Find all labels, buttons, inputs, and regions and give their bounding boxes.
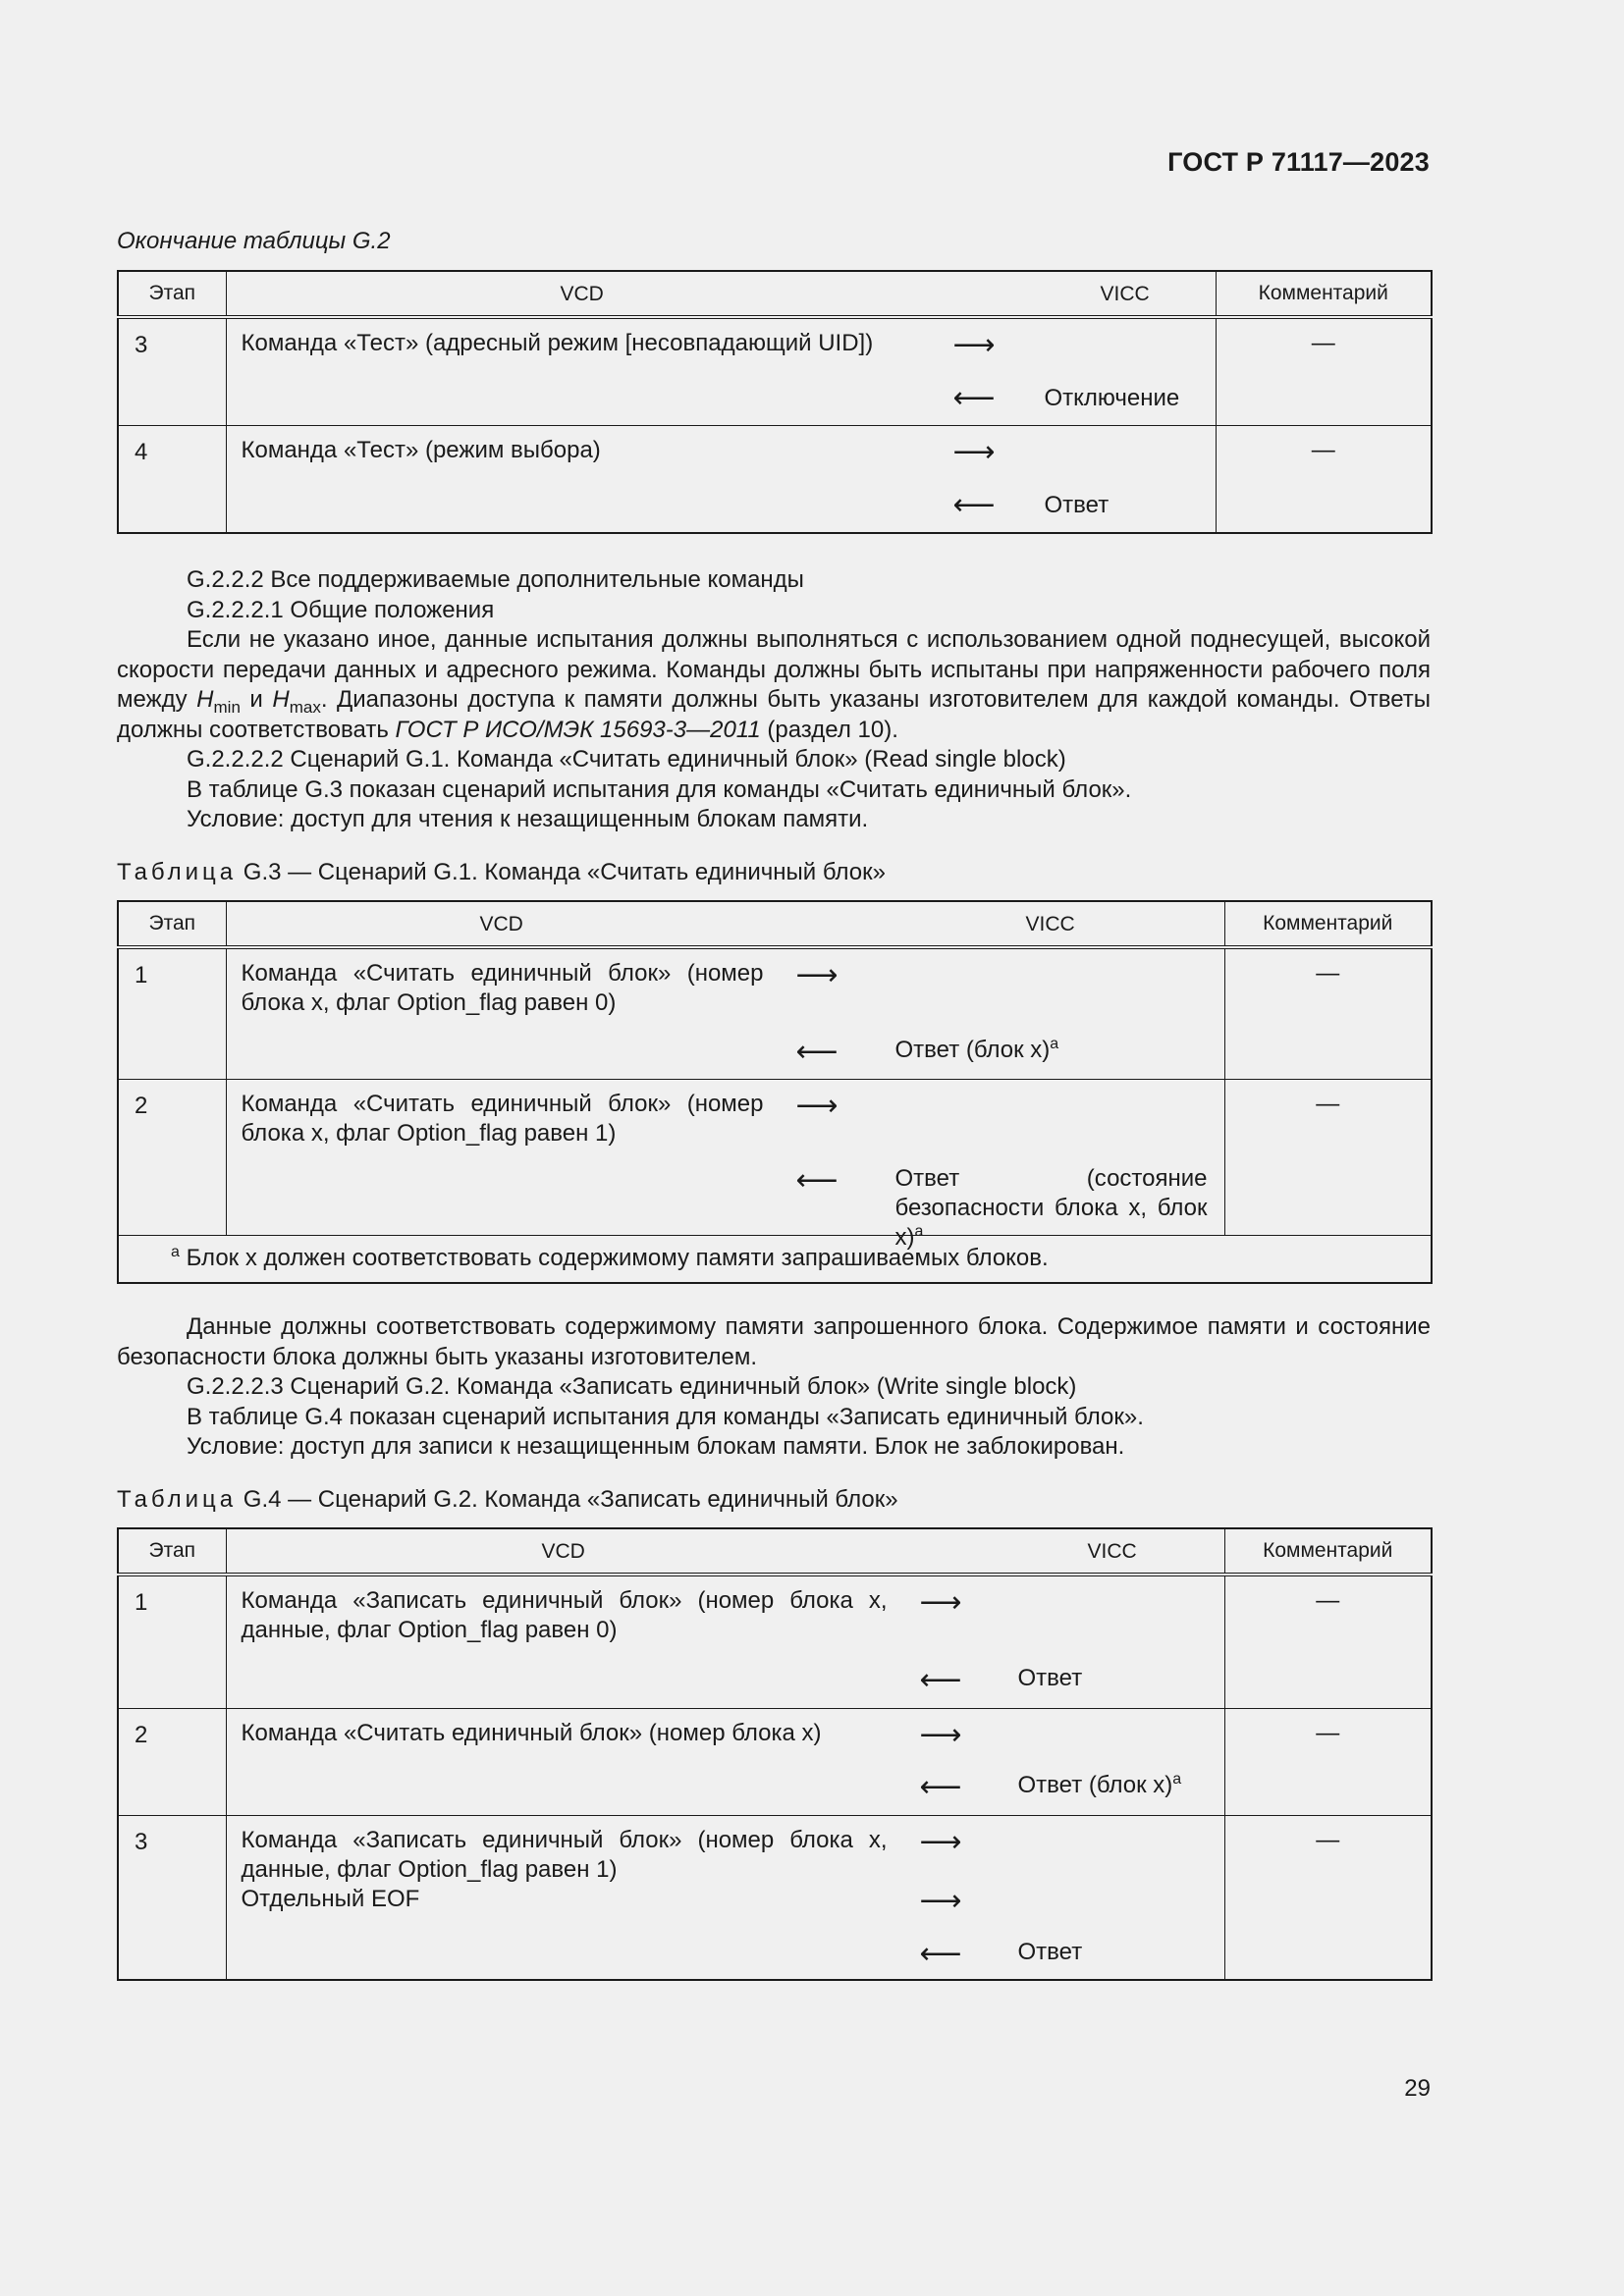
table-footnote-row — [118, 1235, 1432, 1283]
vcd-command: Команда «Считать единичный блок» (номер блока x, флаг Option_flag равен 1) — [241, 1090, 764, 1147]
header-vicc: VICC — [1100, 283, 1150, 305]
table-row — [118, 1575, 1432, 1708]
table-row — [118, 1079, 1432, 1235]
arrow-left-icon: ⟵ — [919, 1936, 962, 1971]
vcd-command: Команда «Считать единичный блок» (номер блока x, флаг Option_flag равен 0) — [241, 960, 764, 1016]
arrow-left-icon: ⟵ — [919, 1663, 962, 1697]
header-vcd: VCD — [541, 1540, 585, 1563]
header-vcd-vicc — [226, 1528, 1224, 1575]
paragraph: Условие: доступ для записи к незащищенным блокам памяти. Блок не заблокирован. — [187, 1433, 1125, 1460]
stage-cell: 2 — [118, 1079, 226, 1235]
arrow-right-icon: ⟶ — [795, 958, 839, 992]
arrow-right-icon: ⟶ — [952, 328, 996, 362]
table-g4-caption: Таблица G.4 — Сценарий G.2. Команда «Записать единичный блок» — [117, 1486, 898, 1513]
vcd-command: Команда «Записать единичный блок» (номер блока x, данные, флаг Option_flag равен 1) — [241, 1826, 888, 1883]
vicc-response: Ответ (блок x)$^a$ — [894, 1036, 1059, 1063]
stage-cell: 1 — [118, 947, 226, 1079]
document-code: ГОСТ Р 71117—2023 — [1167, 147, 1430, 177]
table-row — [118, 425, 1432, 533]
header-comment: Комментарий — [1224, 901, 1432, 947]
comment-cell: — — [1216, 425, 1432, 533]
comment-cell: — — [1224, 1575, 1432, 1708]
vcd-command: Команда «Записать единичный блок» (номер блока x, данные, флаг Option_flag равен 0) — [241, 1587, 888, 1643]
vicc-response: Ответ (состояние безопасности блока x, блок x)$^a$ — [894, 1164, 1208, 1251]
paragraph: В таблице G.4 показан сценарий испытания для команды «Записать единичный блок». — [187, 1403, 1144, 1430]
exchange-cell — [226, 425, 1216, 533]
paragraph: G.2.2.2 Все поддерживаемые дополнительные команды — [187, 566, 804, 593]
vcd-command: Команда «Считать единичный блок» (номер блока x) — [241, 1719, 822, 1746]
section-text-1 — [117, 565, 1431, 835]
vicc-response: Ответ — [1044, 491, 1110, 518]
paragraph: Условие: доступ для чтения к незащищенным блокам памяти. — [187, 806, 869, 832]
paragraph: G.2.2.2.2 Сценарий G.1. Команда «Считать единичный блок» (Read single block) — [187, 746, 1066, 773]
header-stage: Этап — [118, 1528, 226, 1575]
exchange-cell — [226, 1575, 1224, 1708]
arrow-left-icon: ⟵ — [919, 1769, 962, 1804]
header-vicc: VICC — [1025, 913, 1075, 935]
exchange-cell — [226, 1079, 1224, 1251]
vicc-response: Отключение — [1044, 385, 1180, 411]
vcd-command: Команда «Тест» (адресный режим [несовпадающий UID]) — [241, 330, 874, 356]
comment-cell: — — [1224, 1079, 1432, 1235]
exchange-cell — [226, 1708, 1224, 1815]
table-g2 — [117, 270, 1433, 534]
header-comment: Комментарий — [1224, 1528, 1432, 1575]
arrow-left-icon: ⟵ — [795, 1035, 839, 1069]
vicc-response: Ответ — [1017, 1665, 1083, 1691]
table-g2-caption: Окончание таблицы G.2 — [117, 228, 391, 254]
header-vcd: VCD — [479, 913, 523, 935]
stage-cell: 3 — [118, 1815, 226, 1980]
page-number: 29 — [1404, 2075, 1431, 2102]
stage-cell: 4 — [118, 425, 226, 533]
arrow-right-icon: ⟶ — [952, 434, 996, 469]
section-text-2 — [117, 1312, 1431, 1463]
vcd-command-eof: Отдельный EOF — [241, 1885, 420, 1912]
header-vicc: VICC — [1087, 1540, 1137, 1563]
comment-cell: — — [1224, 1708, 1432, 1815]
header-vcd-vicc — [226, 271, 1216, 317]
table-g4 — [117, 1527, 1433, 1981]
table-g3 — [117, 900, 1433, 1284]
table-footnote: $^a$ Блок x должен соответствовать содержимому памяти запрашиваемых блоков. — [118, 1235, 1432, 1283]
table-row — [118, 317, 1432, 425]
stage-cell: 1 — [118, 1575, 226, 1708]
header-comment: Комментарий — [1216, 271, 1432, 317]
arrow-right-icon: ⟶ — [919, 1717, 962, 1752]
table-g3-caption: Таблица G.3 — Сценарий G.1. Команда «Считать единичный блок» — [117, 859, 886, 885]
header-vcd: VCD — [560, 283, 604, 305]
vicc-response: Ответ (блок x)$^a$ — [1017, 1770, 1182, 1798]
paragraph: G.2.2.2.1 Общие положения — [187, 596, 495, 623]
arrow-right-icon: ⟶ — [795, 1088, 839, 1123]
vcd-command: Команда «Тест» (режим выбора) — [241, 436, 601, 463]
arrow-left-icon: ⟵ — [952, 487, 996, 522]
paragraph: Если не указано иное, данные испытания должны выполняться с использованием одной поднесущей, высокой скорости передачи данных и адресного режима. Команды должны быть испытаны при напряженности рабочего поля между $H_{min}$ и $H_{max}$. Диапазоны доступа к памяти должны быть указаны изготовителем для каждой команды. Ответы должны соответствовать ГОСТ Р ИСО/МЭК 15693-3—2011 (раздел 10). — [117, 626, 1431, 743]
paragraph: G.2.2.2.3 Сценарий G.2. Команда «Записать единичный блок» (Write single block) — [187, 1373, 1077, 1400]
header-stage: Этап — [118, 271, 226, 317]
exchange-cell — [226, 317, 1216, 425]
arrow-left-icon: ⟵ — [795, 1162, 839, 1198]
table-row — [118, 1708, 1432, 1815]
comment-cell: — — [1216, 317, 1432, 425]
exchange-cell — [226, 1815, 1224, 1980]
paragraph: В таблице G.3 показан сценарий испытания для команды «Считать единичный блок». — [187, 775, 1132, 803]
vicc-response: Ответ — [1017, 1938, 1083, 1965]
header-stage: Этап — [118, 901, 226, 947]
table-row — [118, 947, 1432, 1079]
arrow-right-icon: ⟶ — [919, 1824, 962, 1859]
arrow-left-icon: ⟵ — [952, 381, 996, 415]
exchange-cell — [226, 947, 1224, 1079]
comment-cell: — — [1224, 947, 1432, 1079]
paragraph: Данные должны соответствовать содержимому памяти запрошенного блока. Содержимое памяти и состояние безопасности блока должны быть указаны изготовителем. — [117, 1313, 1431, 1370]
arrow-right-icon: ⟶ — [919, 1585, 962, 1620]
stage-cell: 2 — [118, 1708, 226, 1815]
arrow-right-icon: ⟶ — [919, 1883, 962, 1918]
header-vcd-vicc — [226, 901, 1224, 947]
comment-cell: — — [1224, 1815, 1432, 1980]
stage-cell: 3 — [118, 317, 226, 425]
table-row — [118, 1815, 1432, 1980]
